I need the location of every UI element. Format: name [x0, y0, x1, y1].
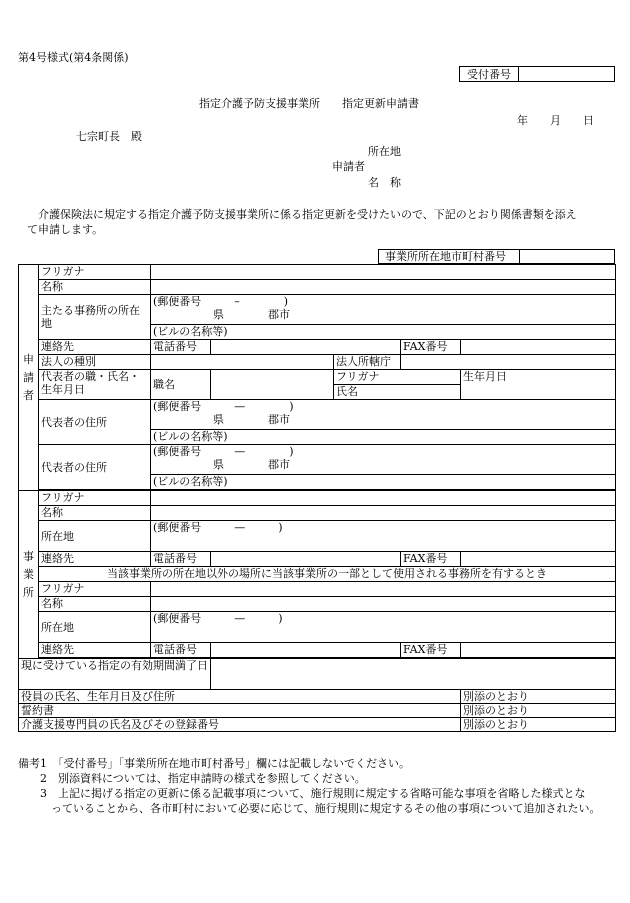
application-form-table — [18, 264, 616, 732]
office-location-label: 所在地 — [39, 521, 151, 552]
date-field[interactable]: 年 月 日 — [517, 114, 594, 127]
annex-furigana-field[interactable] — [151, 582, 616, 597]
office-name-field[interactable] — [151, 506, 616, 521]
applicant-fax-field[interactable] — [461, 340, 616, 355]
annex-name-label: 名称 — [39, 597, 151, 612]
validity-field[interactable] — [211, 659, 616, 690]
rep-furigana-label: フリガナ — [334, 370, 461, 385]
office-phone-label: 電話番号 — [151, 552, 211, 567]
rep-address-label-2: 代表者の住所 — [39, 445, 151, 490]
representative-label: 代表者の職・氏名・生年月日 — [39, 370, 151, 400]
corp-office-field[interactable] — [401, 355, 616, 370]
applicant-label: 申請者 — [332, 160, 365, 173]
office-fax-field[interactable] — [461, 552, 616, 567]
job-title-field[interactable] — [211, 370, 334, 400]
birthdate-label[interactable]: 生年月日 — [461, 370, 616, 400]
receipt-number-box — [459, 66, 615, 82]
applicant-phone-label: 電話番号 — [151, 340, 211, 355]
pledge-attached: 別添のとおり — [461, 704, 616, 718]
annex-furigana-label: フリガナ — [39, 582, 151, 597]
intro-text-line1: 介護保険法に規定する指定介護予防支援事業所に係る指定更新を受けたいので、下記のとおり関係書類を添え — [38, 208, 577, 221]
note-3-line2: っていることから、各市町村において必要に応じて、施行規則に規定するその他の事項について追加されたい。 — [18, 802, 601, 815]
office-phone-field[interactable] — [211, 552, 401, 567]
office-furigana-field[interactable] — [151, 491, 616, 506]
annex-name-field[interactable] — [151, 597, 616, 612]
applicant-name-label: 名称 — [39, 280, 151, 295]
applicant-fax-label: FAX番号 — [401, 340, 461, 355]
annex-location-label: 所在地 — [39, 612, 151, 643]
main-office-address-field[interactable]: (郵便番号 – ) 県 郡市 — [151, 295, 616, 325]
care-managers-label: 介護支援専門員の氏名及びその登録番号 — [19, 718, 461, 732]
office-fax-label: FAX番号 — [401, 552, 461, 567]
intro-text-line2: て申請します。 — [27, 223, 104, 236]
rep-address-field-2[interactable]: (郵便番号 — ) 県 郡市 — [151, 445, 616, 475]
addressee: 七宗町長 殿 — [76, 130, 142, 143]
municipal-code-label: 事業所所在地市町村番号 — [385, 250, 506, 263]
receipt-number-field[interactable] — [518, 67, 614, 81]
form-number: 第4号様式(第4条関係) — [18, 51, 129, 64]
officers-label: 役員の氏名、生年月日及び住所 — [19, 690, 461, 704]
annex-contact-label: 連絡先 — [39, 643, 151, 658]
rep-name-label: 氏名 — [334, 385, 461, 400]
corp-type-label: 法人の種別 — [39, 355, 151, 370]
main-office-building-field[interactable]: (ビルの名称等) — [151, 325, 616, 340]
applicant-furigana-field[interactable] — [151, 265, 616, 280]
municipal-code-box — [378, 249, 615, 264]
office-contact-label: 連絡先 — [39, 552, 151, 567]
applicant-phone-field[interactable] — [211, 340, 401, 355]
rep-building-field-2[interactable]: (ビルの名称等) — [151, 475, 616, 490]
office-location-field[interactable]: (郵便番号 — ) — [151, 521, 616, 552]
annex-phone-field[interactable] — [211, 643, 401, 658]
main-office-label: 主たる事務所の所在地 — [39, 295, 151, 340]
officers-attached: 別添のとおり — [461, 690, 616, 704]
receipt-number-label: 受付番号 — [467, 68, 511, 81]
note-2: 2 別添資料については、指定申請時の様式を参照してください。 — [18, 772, 366, 785]
pledge-label: 誓約書 — [19, 704, 461, 718]
applicant-location-label: 所在地 — [368, 145, 401, 158]
validity-label: 現に受けている指定の有効期間満了日 — [19, 659, 211, 690]
applicant-contact-label: 連絡先 — [39, 340, 151, 355]
corp-type-field[interactable] — [151, 355, 334, 370]
note-3-line1: 3 上記に掲げる指定の更新に係る記載事項について、施行規則に規定する省略可能な事項を省略した様式とな — [18, 787, 586, 800]
office-furigana-label: フリガナ — [39, 491, 151, 506]
applicant-name-field[interactable] — [151, 280, 616, 295]
annex-phone-label: 電話番号 — [151, 643, 211, 658]
applicant-furigana-label: フリガナ — [39, 265, 151, 280]
rep-address-label-1: 代表者の住所 — [39, 400, 151, 445]
municipal-code-field[interactable] — [519, 250, 614, 263]
section-applicant: 申請者 — [19, 265, 39, 491]
applicant-name-label: 名 称 — [368, 176, 401, 189]
note-1: 備考1 「受付番号」「事業所所在地市町村番号」欄には記載しないでください。 — [18, 757, 410, 770]
annex-fax-field[interactable] — [461, 643, 616, 658]
office-name-label: 名称 — [39, 506, 151, 521]
section-office: 事業所 — [19, 491, 39, 659]
corp-office-label: 法人所轄庁 — [334, 355, 401, 370]
rep-building-field-1[interactable]: (ビルの名称等) — [151, 430, 616, 445]
job-title-label: 職名 — [151, 370, 211, 400]
page-title: 指定介護予防支援事業所 指定更新申請書 — [199, 97, 419, 110]
annex-fax-label: FAX番号 — [401, 643, 461, 658]
annex-location-field[interactable]: (郵便番号 — ) — [151, 612, 616, 643]
rep-address-field-1[interactable]: (郵便番号 — ) 県 郡市 — [151, 400, 616, 430]
care-managers-attached: 別添のとおり — [461, 718, 616, 732]
partial-use-heading: 当該事業所の所在地以外の場所に当該事業所の一部として使用される事務所を有するとき — [39, 567, 616, 582]
